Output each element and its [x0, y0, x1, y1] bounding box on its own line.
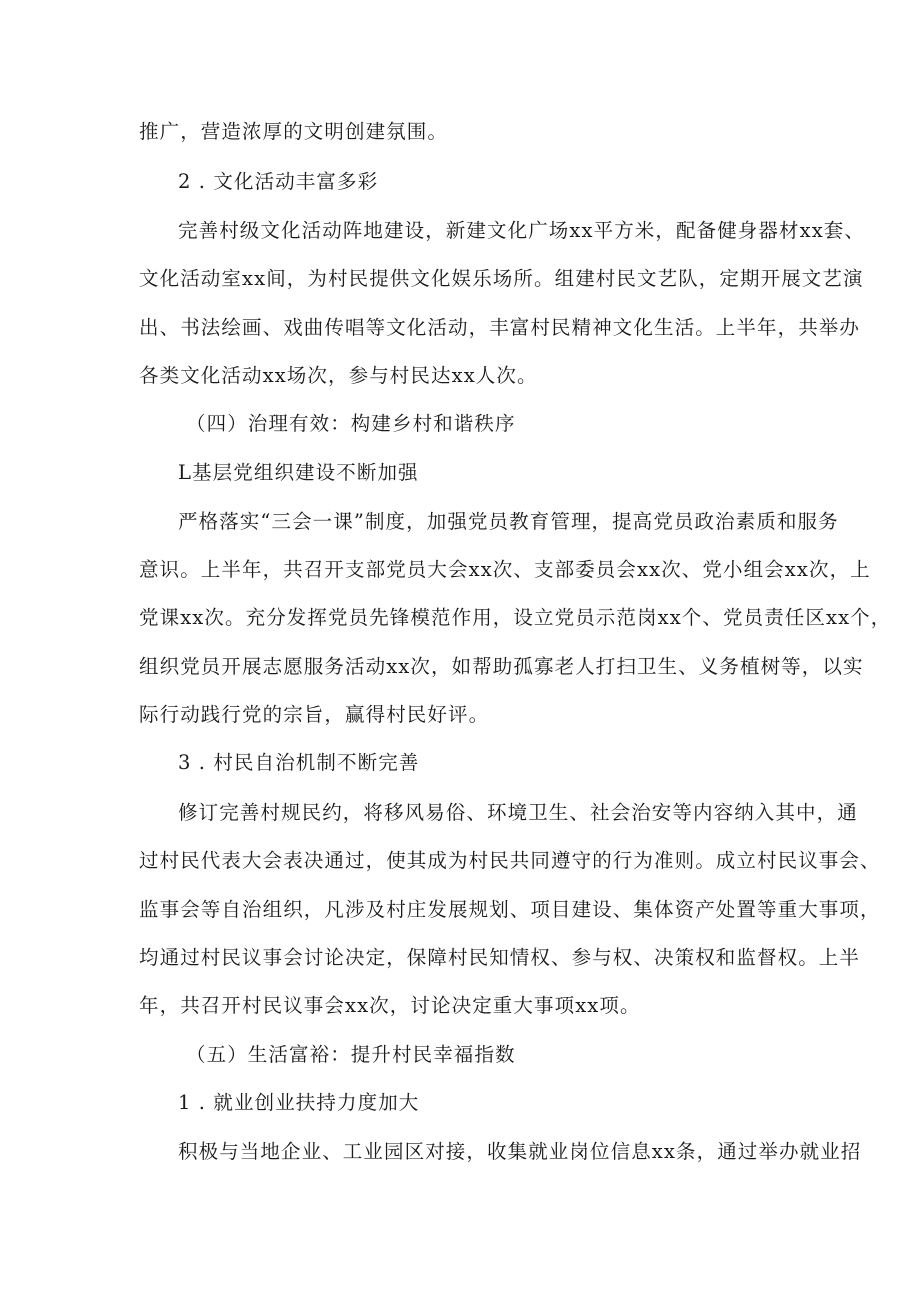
paragraph-line: 年，共召开村民议事会xx次，讨论决定重大事项xx项。 [139, 994, 641, 1017]
paragraph-line: 文化活动室xx间，为村民提供文化娱乐场所。组建村民文艺队，定期开展文艺演 [139, 267, 864, 290]
paragraph-line: 出、书法绘画、戏曲传唱等文化活动，丰富村民精神文化生活。上半年，共举办 [139, 316, 861, 339]
section-heading: 2 . 文化活动丰富多彩 [178, 170, 379, 193]
paragraph-line: 过村民代表大会表决通过，使其成为村民共同遵守的行为准则。成立村民议事会、 [139, 849, 881, 872]
paragraph-line: 监事会等自治组织，凡涉及村庄发展规划、项目建设、集体资产处置等重大事项， [139, 898, 881, 921]
section-heading: （五）生活富裕：提升村民幸福指数 [186, 1043, 516, 1066]
paragraph-line: 各类文化活动xx场次，参与村民达xx人次。 [139, 364, 538, 387]
paragraph-line: 党课xx次。充分发挥党员先锋模范作用，设立党员示范岗xx个、党员责任区xx个， [139, 606, 892, 629]
section-heading: （四）治理有效：构建乡村和谐秩序 [186, 412, 516, 435]
paragraph-line: 均通过村民议事会讨论决定，保障村民知情权、参与权、决策权和监督权。上半 [139, 946, 861, 969]
paragraph-line: 严格落实“三会一课”制度，加强党员教育管理，提高党员政治素质和服务 [178, 510, 839, 533]
paragraph-line: 推广，营造浓厚的文明创建氛围。 [139, 120, 449, 143]
paragraph-line: 意识。上半年，共召开支部党员大会xx次、支部委员会xx次、党小组会xx次，上 [139, 558, 871, 581]
section-heading: 1 . 就业创业扶持力度加大 [178, 1091, 420, 1114]
paragraph-line: 积极与当地企业、工业园区对接，收集就业岗位信息xx条，通过举办就业招 [178, 1140, 862, 1163]
paragraph-line: 完善村级文化活动阵地建设，新建文化广场xx平方米，配备健身器材xx套、 [178, 219, 865, 242]
section-heading: L基层党组织建设不断加强 [178, 461, 419, 484]
section-heading: 3 . 村民自治机制不断完善 [178, 751, 420, 774]
paragraph-line: 修订完善村规民约，将移风易俗、环境卫生、社会治安等内容纳入其中，通 [178, 801, 858, 824]
paragraph-line: 际行动践行党的宗旨，赢得村民好评。 [139, 703, 490, 726]
paragraph-line: 组织党员开展志愿服务活动xx次，如帮助孤寡老人打扫卫生、义务植树等，以实 [139, 655, 864, 678]
